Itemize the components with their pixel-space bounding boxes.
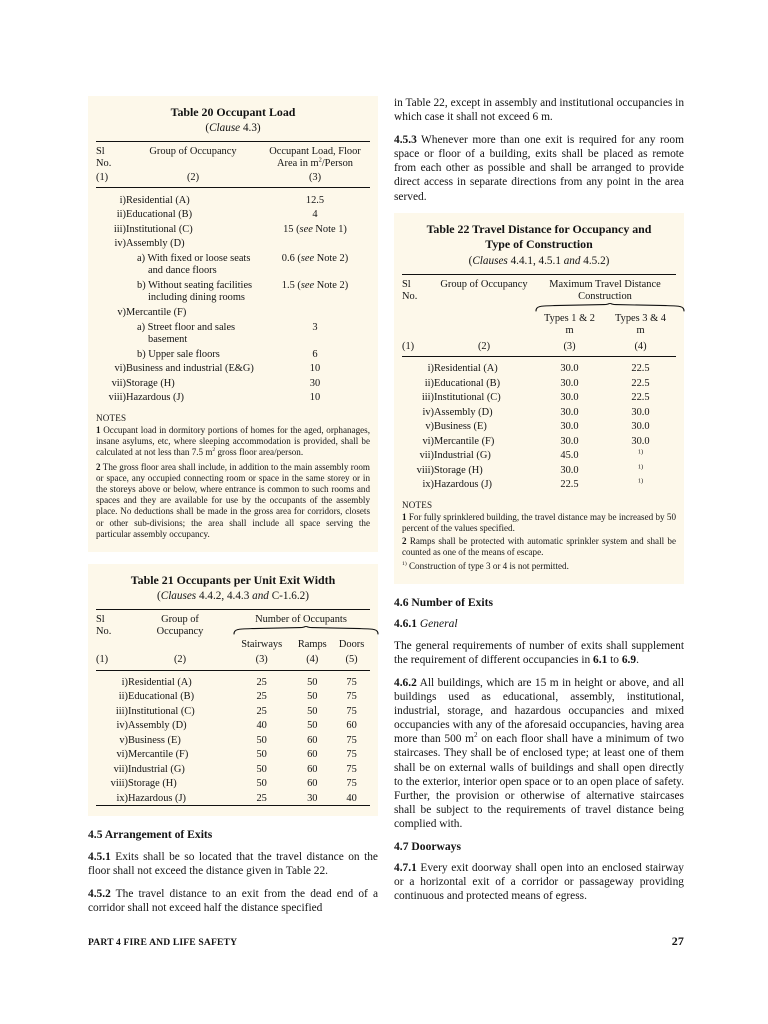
- row-occupancy: Storage (H): [128, 778, 177, 790]
- row-types-1-2: 30.0: [560, 464, 579, 476]
- paragraph-4-6-1-a: The general requirements of number of exits shall supplement the requirement of different occupancies in: [394, 639, 684, 666]
- table-22-clause-text2: 4.5.2: [580, 254, 606, 267]
- row-doors: 60: [346, 720, 357, 732]
- row-serial: vii): [419, 450, 434, 462]
- paragraph-continued: in Table 22, except in assembly and institutional occupancies in which case it shall not exceed 6 m.: [394, 97, 685, 124]
- table-row: [96, 733, 370, 748]
- row-occupancy: Assembly (D): [126, 238, 185, 250]
- row-serial: ii): [118, 691, 128, 703]
- table-row: [96, 776, 370, 791]
- see-italic: see: [299, 223, 313, 235]
- table-22-hd-span-l2: Construction: [578, 291, 632, 303]
- row-occupancy: Hazardous (J): [126, 392, 184, 404]
- table-21-caption: Table 21 Occupants per Unit Exit Width: [130, 572, 336, 587]
- section-4-7-heading: [394, 840, 684, 854]
- table-row: [96, 376, 370, 391]
- row-occupancy: Hazardous (J): [434, 479, 492, 491]
- table-22-hd-span: [534, 274, 676, 312]
- footer-page-number: 27: [671, 934, 684, 948]
- table-22-hd-types12-unit: m: [565, 325, 574, 337]
- row-ramps: 50: [307, 691, 318, 703]
- table-20-caption: Table 20 Occupant Load: [170, 105, 296, 119]
- table-21-hd-sl-l1: Sl: [96, 613, 105, 625]
- row-serial: iii): [115, 705, 128, 717]
- row-doors: 75: [346, 749, 357, 761]
- table-row: [96, 390, 370, 405]
- two-column-layout: [88, 96, 684, 916]
- table-20-note-2-text: The gross floor area shall include, in addition to the main assembly room or space, any occupied connecting room or space in the same storey or in the storeys above or below, where entrance is common to such rooms and spaces and they are available for use by the occupants of the assembly place. No deductions shall be made in the gross area for corridors, closets or other sub-divisions; the area shall include all space serving the particular assembly occupancy.: [96, 461, 370, 539]
- table-22-note-2-text: Ramps shall be protected with automatic sprinkler system and shall be counted as one of the means of escape.: [402, 536, 676, 558]
- row-occupancy: Assembly (D): [434, 406, 493, 418]
- section-4-6-1-title: General: [417, 617, 458, 630]
- row-doors: 40: [346, 792, 357, 804]
- table-row: [96, 305, 370, 320]
- row-stairways: 25: [256, 691, 267, 703]
- table-21-hd-span: [232, 609, 370, 638]
- table-22-note-3-sup: 1): [402, 560, 407, 567]
- row-stairways: 25: [256, 676, 267, 688]
- table-20-hd-load-sup: 2: [318, 156, 322, 164]
- table-row: [96, 675, 370, 690]
- row-serial: v): [425, 421, 434, 433]
- table-22-notes: [402, 500, 676, 572]
- table-20-clause: (Clause 4.3): [205, 121, 261, 134]
- paragraph-4-7-1: [394, 861, 684, 903]
- table-21-colnum-3: (3): [255, 654, 268, 666]
- row-serial: ix): [422, 479, 434, 491]
- table-22-hd-types34: [605, 312, 676, 337]
- row-serial: [96, 346, 126, 361]
- row-serial: [96, 278, 126, 305]
- row-serial: iv): [116, 720, 128, 732]
- table-21-hd-group-l2: Occupancy: [156, 625, 204, 637]
- row-value: [260, 305, 370, 320]
- table-22-hd-sl: [402, 274, 434, 312]
- row-serial: viii): [108, 392, 126, 404]
- table-row: [96, 278, 370, 305]
- paragraph-4-6-2-number: 4.6.2: [394, 676, 417, 689]
- table-21-hd-sl-l2: No.: [96, 625, 112, 637]
- row-occupancy: Educational (B): [128, 691, 195, 703]
- table-20-hd-load-l1: Occupant Load, Floor: [269, 145, 361, 157]
- table-row: [402, 405, 676, 420]
- row-occupancy: Residential (A): [434, 363, 498, 375]
- paragraph-4-6-1-e: .: [636, 653, 639, 666]
- paragraph-4-7-1-text: Every exit doorway shall open into an enclosed stairway or a horizontal exit of a corridor or passageway providing continuous and protected means of egress.: [394, 862, 684, 903]
- row-occupancy: Storage (H): [126, 377, 175, 389]
- paragraph-4-6-1-ref2: 6.9: [621, 653, 637, 666]
- table-20-note-2-num: 2: [96, 461, 101, 472]
- row-stairways: 50: [256, 734, 267, 746]
- paragraph-4-5-3: [394, 133, 684, 203]
- table-22-note-1: [402, 512, 676, 534]
- paragraph-4-5-1: [88, 850, 378, 878]
- footnote-marker: 1): [637, 463, 644, 471]
- section-4-5-heading: [88, 828, 378, 842]
- table-row: [402, 477, 676, 492]
- table-22-subheader-row: [402, 312, 676, 337]
- table-row: [96, 361, 370, 376]
- row-occupancy: Business and industrial (E&G): [126, 363, 254, 375]
- table-20-clause-prefix: Clause: [209, 121, 241, 134]
- row-ramps: 50: [307, 705, 318, 717]
- row-occupancy: a) Street floor and sales basement: [137, 321, 236, 345]
- paragraph-4-6-2-a: All buildings, which are 15 m in height or above, and all buildings used as educational, assembly, institutional, industrial, storage, and hazardous occupancies and mixed occupancies with any of the aforesaid occupancies, having area more than 500 m: [394, 676, 684, 746]
- table-row: [402, 376, 676, 391]
- row-serial: [96, 251, 126, 278]
- row-serial: [96, 319, 126, 346]
- table-20: [96, 141, 370, 405]
- table-22-note-1-text: For fully sprinklered building, the travel distance may be increased by 50 percent of the values specified.: [402, 511, 676, 533]
- row-occupancy: b) Without seating facilities including dining rooms: [137, 279, 253, 304]
- table-row: [96, 747, 370, 762]
- row-doors: 75: [346, 763, 357, 775]
- row-serial: vi): [116, 749, 128, 761]
- table-20-colnum-3: (3): [308, 172, 322, 183]
- table-22-block: [394, 213, 684, 584]
- table-20-hd-sl-l2: No.: [96, 157, 112, 169]
- table-21-hd-group: [128, 609, 232, 638]
- row-value: 6: [312, 348, 318, 360]
- footnote-marker: 1): [637, 448, 644, 456]
- row-types-1-2: 30.0: [560, 377, 579, 389]
- table-20-hd-sl-l1: Sl: [96, 145, 105, 157]
- table-20-colnum-row: [96, 170, 370, 188]
- table-20-note-2: [96, 462, 370, 540]
- row-value: 4: [312, 209, 318, 221]
- row-occupancy: Institutional (C): [434, 392, 501, 404]
- row-ramps: 60: [307, 734, 318, 746]
- section-4-6-number: 4.6: [394, 595, 409, 609]
- table-row: [402, 448, 676, 463]
- row-occupancy: Institutional (C): [128, 705, 195, 717]
- table-21-colnum-4: (4): [306, 654, 319, 666]
- row-occupancy: Industrial (G): [128, 763, 185, 775]
- row-serial: v): [117, 306, 126, 318]
- row-types-1-2: 30.0: [560, 435, 579, 447]
- table-20-hd-group: Group of Occupancy: [149, 145, 237, 157]
- table-22-clause-text: 4.4.1, 4.5.1: [507, 254, 564, 267]
- table-21-hd-doors: Doors: [338, 638, 365, 650]
- table-22-hd-sl-l1: Sl: [402, 278, 411, 290]
- row-ramps: 30: [307, 792, 318, 804]
- row-occupancy: a) With fixed or loose seats and dance floors: [137, 252, 251, 277]
- table-row: [96, 251, 370, 278]
- table-22-clause-prefix: Clauses: [472, 254, 508, 267]
- row-occupancy: Assembly (D): [128, 720, 187, 732]
- row-value: 15 (see Note 1): [283, 223, 347, 235]
- section-4-5-title: Arrangement of Exits: [102, 828, 213, 842]
- table-21-hd-group-l1: Group of: [161, 613, 199, 625]
- paragraph-4-6-1-general: [394, 639, 684, 667]
- row-serial: vii): [113, 763, 128, 775]
- curly-brace-icon: [534, 303, 686, 312]
- row-serial: viii): [416, 464, 434, 476]
- page-footer: [88, 934, 684, 949]
- table-row: [96, 704, 370, 719]
- table-row: [96, 718, 370, 733]
- row-serial: iii): [421, 392, 434, 404]
- row-types-1-2: 30.0: [560, 363, 579, 375]
- row-occupancy: Business (E): [128, 734, 181, 746]
- row-types-3-4: [605, 448, 676, 463]
- table-22-hd-span-l1: Maximum Travel Distance: [549, 278, 661, 290]
- paragraph-4-5-3-text: Whenever more than one exit is required for any room space or floor of a building, exits shall be placed as remote from each other as possible and shall be arranged to provide direct access in separate directions from any point in the area served.: [394, 134, 684, 203]
- row-serial: viii): [110, 778, 128, 790]
- table-row: [402, 390, 676, 405]
- row-value: 10: [309, 392, 321, 404]
- row-occupancy: Mercantile (F): [128, 749, 189, 761]
- table-22-hd-types34-unit: m: [636, 325, 645, 337]
- table-20-colnum-2: (2): [186, 172, 200, 183]
- row-doors: 75: [346, 778, 357, 790]
- paragraph-4-5-2-text: The travel distance to an exit from the dead end of a corridor shall not exceed half the distance specified: [88, 888, 378, 915]
- paragraph-4-5-1-number: 4.5.1: [88, 851, 111, 864]
- table-22-hd-group: Group of Occupancy: [440, 278, 528, 290]
- row-serial: iv): [422, 406, 434, 418]
- table-22-colnum-2: (2): [477, 340, 491, 352]
- section-4-5-number: 4.5: [88, 828, 103, 842]
- table-22-hd-types34-l1: Types 3 & 4: [615, 313, 666, 325]
- row-types-1-2: 45.0: [560, 450, 579, 462]
- table-21: [96, 609, 370, 808]
- row-types-3-4: [605, 463, 676, 478]
- table-21-hd-stairways: Stairways: [241, 638, 283, 650]
- table-row: [96, 222, 370, 237]
- see-italic: see: [300, 279, 315, 291]
- table-22-body: [402, 361, 676, 492]
- table-21-colnum-1: (1): [96, 654, 109, 666]
- row-occupancy: Educational (B): [126, 209, 193, 221]
- table-22-hd-sl-l2: No.: [402, 291, 418, 303]
- table-22-brace: [534, 303, 676, 312]
- table-20-note-1: [96, 425, 370, 459]
- row-ramps: 60: [307, 749, 318, 761]
- section-4-7-title: Doorways: [408, 840, 461, 853]
- row-serial: vi): [114, 363, 126, 375]
- table-22-caption-line1: Table 22 Travel Distance for Occupancy and: [426, 221, 652, 236]
- row-occupancy: Business (E): [434, 421, 487, 433]
- row-ramps: 50: [307, 720, 318, 732]
- row-types-3-4: 22.5: [631, 363, 650, 375]
- table-row: [96, 762, 370, 777]
- row-serial: iv): [114, 238, 126, 250]
- row-serial: vi): [422, 435, 434, 447]
- section-4-6-1-number: 4.6.1: [394, 617, 417, 630]
- section-4-7-number: 4.7: [394, 840, 409, 853]
- row-serial: ix): [116, 792, 128, 804]
- row-stairways: 25: [256, 705, 267, 717]
- row-value: 12.5: [305, 194, 325, 206]
- row-occupancy: Hazardous (J): [128, 792, 186, 804]
- table-21-subheader-row: [96, 638, 370, 651]
- table-20-notes-title: NOTES: [96, 412, 127, 423]
- table-22-colnum-4: (4): [634, 340, 647, 352]
- table-22-colnum-3: (3): [563, 340, 576, 352]
- table-20-hd-load-l2b: /Person: [321, 157, 353, 169]
- table-21-header-row: [96, 609, 370, 638]
- row-serial: i): [121, 676, 128, 688]
- row-doors: 75: [346, 676, 357, 688]
- table-21-colnum-5: (5): [345, 654, 358, 666]
- row-serial: v): [119, 734, 128, 746]
- row-value: 30: [309, 377, 321, 389]
- section-4-6-title: Number of Exits: [408, 595, 493, 609]
- row-occupancy: b) Upper sale floors: [137, 348, 220, 360]
- table-22-note-2: [402, 536, 676, 558]
- row-types-3-4: 22.5: [631, 392, 650, 404]
- paragraph-4-6-2-sup: 2: [474, 731, 478, 740]
- table-20-notes: [96, 413, 370, 540]
- paragraph-4-5-1-text: Exits shall be so located that the travel distance on the floor shall not exceed the distance given in Table 22.: [88, 851, 378, 878]
- row-types-3-4: 22.5: [631, 377, 650, 389]
- footer-part-label: PART 4 FIRE AND LIFE SAFETY: [88, 937, 238, 948]
- row-occupancy: Mercantile (F): [126, 306, 187, 318]
- table-20-note-1-b: gross floor area/person.: [215, 447, 304, 458]
- row-types-1-2: 30.0: [560, 406, 579, 418]
- row-types-3-4: 30.0: [631, 435, 650, 447]
- row-serial: ii): [116, 209, 126, 221]
- row-stairways: 50: [256, 749, 267, 761]
- table-21-hd-span-label: Number of Occupants: [255, 613, 347, 625]
- row-value: 0.6 (see Note 2): [281, 252, 349, 264]
- section-4-6-heading: [394, 596, 684, 610]
- paragraph-4-5-3-number: 4.5.3: [394, 134, 417, 147]
- table-20-hd-load: [260, 141, 370, 170]
- table-row: [96, 192, 370, 207]
- row-value: 1.5 (see Note 2): [281, 279, 349, 291]
- row-types-1-2: 30.0: [560, 421, 579, 433]
- row-stairways: 50: [256, 763, 267, 775]
- paragraph-4-6-2: [394, 676, 684, 831]
- paragraph-4-6-1-c: to: [607, 653, 622, 666]
- paragraph-4-5-2-number: 4.5.2: [88, 888, 111, 901]
- row-stairways: 50: [256, 778, 267, 790]
- table-21-clause-text2: C-1.6.2: [268, 589, 306, 602]
- table-20-hd-load-l2: Area in m: [277, 157, 319, 169]
- row-value: [260, 236, 370, 251]
- row-doors: 75: [346, 691, 357, 703]
- table-20-block: [88, 96, 378, 552]
- table-22-note-2-num: 2: [402, 536, 407, 547]
- row-occupancy: Industrial (G): [434, 450, 491, 462]
- table-row: [402, 361, 676, 376]
- table-row: [96, 346, 370, 361]
- row-occupancy: Residential (A): [128, 676, 192, 688]
- row-types-3-4: [605, 477, 676, 492]
- table-22-colnum-row: [402, 338, 676, 357]
- paragraph-4-6-1-ref1: 6.1: [593, 653, 608, 666]
- table-20-clause-text: 4.3: [240, 121, 257, 134]
- row-ramps: 60: [307, 763, 318, 775]
- table-21-block: [88, 564, 378, 816]
- row-value: 10: [309, 363, 321, 375]
- table-22-note-3-text: Construction of type 3 or 4 is not permitted.: [406, 560, 569, 571]
- row-ramps: 50: [307, 676, 318, 688]
- table-20-note-1-num: 1: [96, 424, 101, 435]
- table-row: [402, 463, 676, 478]
- table-20-header-row: [96, 141, 370, 170]
- left-column: [88, 96, 378, 915]
- row-doors: 75: [346, 734, 357, 746]
- table-21-clause-prefix: Clauses: [160, 589, 197, 602]
- table-22-caption-line2: Type of Construction: [485, 237, 593, 252]
- table-row: [402, 419, 676, 434]
- row-types-3-4: 30.0: [631, 421, 650, 433]
- row-occupancy: Institutional (C): [126, 223, 193, 235]
- paragraph-4-7-1-number: 4.7.1: [394, 862, 417, 874]
- table-21-hd-ramps: Ramps: [297, 638, 327, 650]
- table-20-colnum-1: (1): [96, 172, 109, 183]
- table-20-hd-sl: [96, 141, 126, 170]
- row-occupancy: Mercantile (F): [434, 435, 495, 447]
- right-column: [394, 96, 684, 903]
- table-row: [96, 236, 370, 251]
- table-22: [402, 274, 676, 492]
- table-22-clause-and: and: [563, 254, 581, 267]
- paragraph-4-5-2: [88, 887, 378, 915]
- table-20-note-1-a: Occupant load in dormitory portions of homes for the aged, orphanages, insane asylums, etc, where sleeping accommodation is provided, shall be calculated at not less than 7.5 m: [96, 424, 370, 458]
- row-serial: ii): [424, 377, 434, 389]
- row-serial: iii): [113, 223, 126, 235]
- row-occupancy: Storage (H): [434, 464, 483, 476]
- row-types-1-2: 30.0: [560, 392, 579, 404]
- table-row: [96, 319, 370, 346]
- row-serial: vii): [111, 377, 126, 389]
- table-20-note-1-sup: 2: [212, 447, 216, 454]
- table-22-hd-types12: [534, 312, 605, 337]
- row-doors: 75: [346, 705, 357, 717]
- table-row: [96, 791, 370, 806]
- table-21-hd-sl: [96, 609, 128, 638]
- table-21-clause-text: 4.4.2, 4.4.3: [196, 589, 253, 602]
- row-occupancy: Educational (B): [434, 377, 501, 389]
- row-occupancy: Residential (A): [126, 194, 190, 206]
- table-22-note-3: [402, 561, 676, 572]
- table-22-hd-types12-l1: Types 1 & 2: [544, 313, 595, 325]
- row-stairways: 40: [256, 720, 267, 732]
- table-21-body: [96, 675, 370, 806]
- see-italic: see: [300, 252, 315, 264]
- table-22-header-row: [402, 274, 676, 312]
- section-4-6-1-heading: [394, 617, 684, 631]
- table-row: [96, 207, 370, 222]
- row-serial: i): [427, 363, 434, 375]
- footnote-marker: 1): [637, 477, 644, 485]
- row-types-1-2: 22.5: [560, 479, 579, 491]
- table-22-colnum-1: (1): [402, 340, 415, 352]
- table-21-clause: (Clauses 4.4.2, 4.4.3 and C-1.6.2): [157, 589, 309, 602]
- table-row: [96, 689, 370, 704]
- table-22-note-1-num: 1: [402, 511, 407, 522]
- table-20-body: [96, 192, 370, 404]
- table-21-colnum-2: (2): [173, 654, 187, 666]
- table-21-clause-and: and: [252, 589, 269, 602]
- curly-brace-icon: [232, 626, 380, 635]
- row-ramps: 60: [307, 778, 318, 790]
- row-stairways: 25: [256, 792, 267, 804]
- paragraph-4-6-2-b: on each floor shall have a minimum of two staircases. They shall be of enclosed type; at least one of them shall be on external walls of buildings and shall open directly to the exterior, interior open space or to an open place of safety. Further, the provision or otherwise of alternative staircases shall be subject to the requirements of travel distance being complied with.: [394, 733, 684, 830]
- table-22-clause: (Clauses 4.4.1, 4.5.1 and 4.5.2): [468, 254, 610, 267]
- table-22-notes-title: NOTES: [402, 499, 433, 510]
- row-serial: i): [119, 194, 126, 206]
- row-value: 3: [312, 321, 318, 333]
- row-types-3-4: 30.0: [631, 406, 650, 418]
- table-row: [402, 434, 676, 449]
- table-21-colnum-row: [96, 651, 370, 670]
- table-21-brace: [232, 626, 370, 635]
